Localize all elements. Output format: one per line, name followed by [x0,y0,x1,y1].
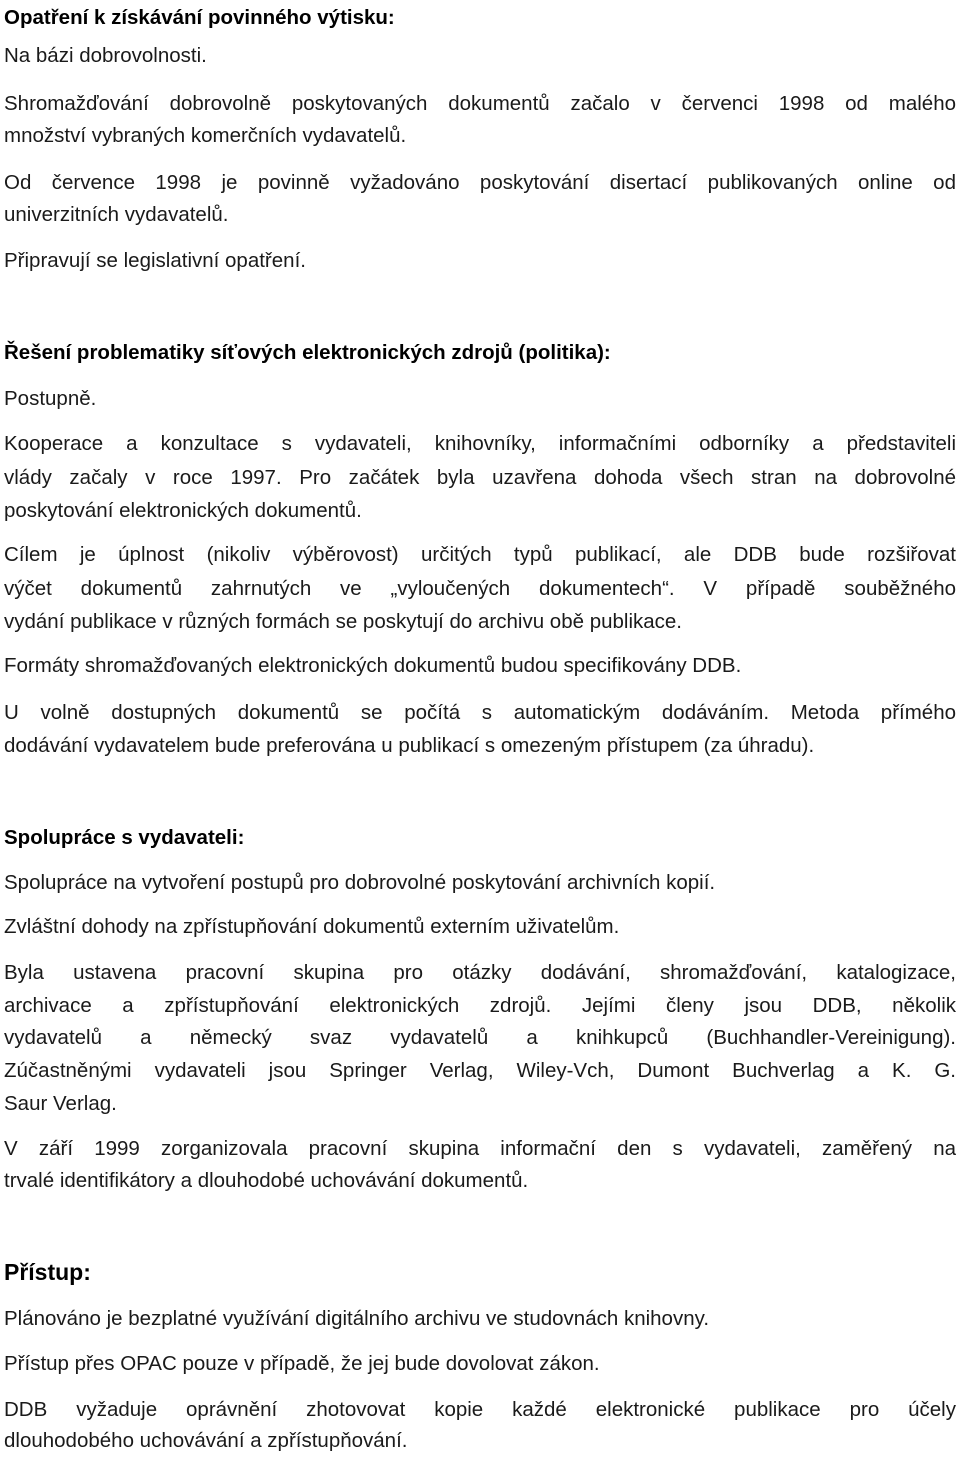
paragraph-line: množství vybraných komerčních vydavatelů. [4,124,407,147]
paragraph-line: Spolupráce na vytvoření postupů pro dobrovolné poskytování archivních kopií. [4,871,716,894]
paragraph-line: vydání publikace v různých formách se poskytují do archivu obě publikace. [4,610,683,633]
paragraph-line: Zúčastněnými vydavateli jsou Springer Verlag, Wiley-Vch, Dumont Buchverlag a K. G. [4,1059,956,1082]
paragraph-line: Plánováno je bezplatné využívání digitálního archivu ve studovnách knihovny. [4,1307,710,1330]
paragraph-line: Kooperace a konzultace s vydavateli, knihovníky, informačními odborníky a představiteli [4,432,956,455]
paragraph-line: Cílem je úplnost (nikoliv výběrovost) určitých typů publikací, ale DDB bude rozšiřovat [4,543,956,566]
paragraph-line: dodávání vydavatelem bude preferována u publikací s omezeným přístupem (za úhradu). [4,734,815,757]
paragraph-line: Formáty shromažďovaných elektronických dokumentů budou specifikovány DDB. [4,654,742,677]
paragraph-line: dlouhodobého uchovávání a zpřístupňování. [4,1429,408,1452]
section-heading: Spolupráce s vydavateli: [4,826,245,849]
paragraph-line: Od července 1998 je povinně vyžadováno poskytování disertací publikovaných online od [4,171,956,194]
paragraph-line: výčet dokumentů zahrnutých ve „vyloučených dokumentech“. V případě souběžného [4,577,956,600]
paragraph-line: V září 1999 zorganizovala pracovní skupina informační den s vydavateli, zaměřený na [4,1137,956,1160]
paragraph-line: vydavatelů a německý svaz vydavatelů a knihkupců (Buchhandler-Vereinigung). [4,1026,956,1049]
paragraph-line: vlády začaly v roce 1997. Pro začátek byla uzavřena dohoda všech stran na dobrovolné [4,466,956,489]
paragraph-line: DDB vyžaduje oprávnění zhotovovat kopie každé elektronické publikace pro účely [4,1398,956,1421]
paragraph-line: Postupně. [4,387,97,410]
paragraph-line: Přístup přes OPAC pouze v případě, že jej bude dovolovat zákon. [4,1352,600,1375]
paragraph-line: Na bázi dobrovolnosti. [4,44,207,67]
section-heading: Opatření k získávání povinného výtisku: [4,6,395,29]
paragraph-line: Shromažďování dobrovolně poskytovaných dokumentů začalo v červenci 1998 od malého [4,92,956,115]
paragraph-line: poskytování elektronických dokumentů. [4,499,362,522]
paragraph-line: archivace a zpřístupňování elektronických zdrojů. Jejími členy jsou DDB, několik [4,994,956,1017]
paragraph-line: Zvláštní dohody na zpřístupňování dokumentů externím uživatelům. [4,915,620,938]
paragraph-line: Saur Verlag. [4,1092,117,1115]
paragraph-line: Připravují se legislativní opatření. [4,249,306,272]
paragraph-line: U volně dostupných dokumentů se počítá s automatickým dodáváním. Metoda přímého [4,701,956,724]
paragraph-line: univerzitních vydavatelů. [4,203,229,226]
paragraph-line: Byla ustavena pracovní skupina pro otázky dodávání, shromažďování, katalogizace, [4,961,956,984]
section-heading: Řešení problematiky síťových elektronických zdrojů (politika): [4,341,611,364]
section-heading: Přístup: [4,1259,91,1285]
paragraph-line: trvalé identifikátory a dlouhodobé uchovávání dokumentů. [4,1169,529,1192]
